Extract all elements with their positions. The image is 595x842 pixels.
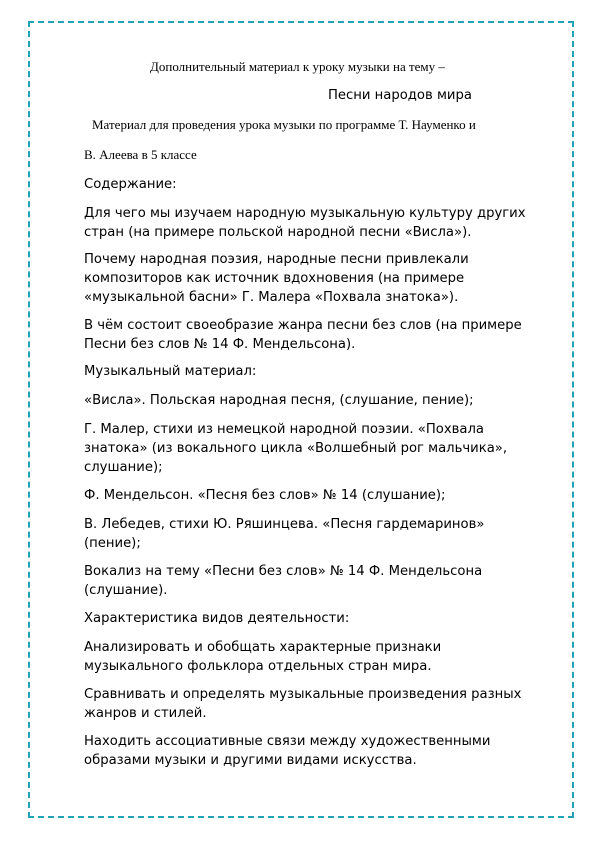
activity-item-1: Анализировать и обобщать характерные признаки музыкального фольклора отдельных стран мира.: [84, 640, 442, 674]
activity-item-2: Сравнивать и определять музыкальные произведения разных жанров и стилей.: [84, 687, 522, 721]
music-item-3: Ф. Мендельсон. «Песня без слов» № 14 (слушание);: [84, 488, 446, 503]
title-line-4: В. Алеева в 5 классе: [84, 147, 197, 162]
contents-item-3: В чём состоит своеобразие жанра песни без слов (на примере Песни без слов № 14 Ф. Мендельсона).: [84, 318, 522, 352]
title-line-1: Дополнительный материал к уроку музыки на тему –: [150, 59, 445, 74]
music-item-2: Г. Малер, стихи из немецкой народной поэзии. «Похвала знатока» (из вокального цикла «Волшебный рог мальчика», слушание);: [84, 422, 508, 475]
contents-heading: Содержание:: [84, 177, 177, 192]
music-item-1: «Висла». Польская народная песня, (слушание, пение);: [84, 393, 474, 408]
music-item-5: Вокализ на тему «Песни без слов» № 14 Ф. Мендельсона (слушание).: [84, 564, 483, 598]
music-item-4: В. Лебедев, стихи Ю. Ряшинцева. «Песня гардемаринов» (пение);: [84, 517, 485, 551]
contents-item-1: Для чего мы изучаем народную музыкальную культуру других стран (на примере польской народной песни «Висла»).: [84, 206, 526, 240]
contents-item-2: Почему народная поэзия, народные песни привлекали композиторов как источник вдохновения (на примере «музыкальной басни» Г. Малера «Похвала знатока»).: [84, 252, 469, 305]
title-line-3: Материал для проведения урока музыки по программе Т. Науменко и: [92, 117, 476, 132]
title-topic: Песни народов мира: [328, 88, 472, 103]
activity-item-3: Находить ассоциативные связи между художественными образами музыки и другими видами искусства.: [84, 734, 491, 768]
activity-heading: Характеристика видов деятельности:: [84, 611, 350, 626]
music-heading: Музыкальный материал:: [84, 364, 257, 379]
